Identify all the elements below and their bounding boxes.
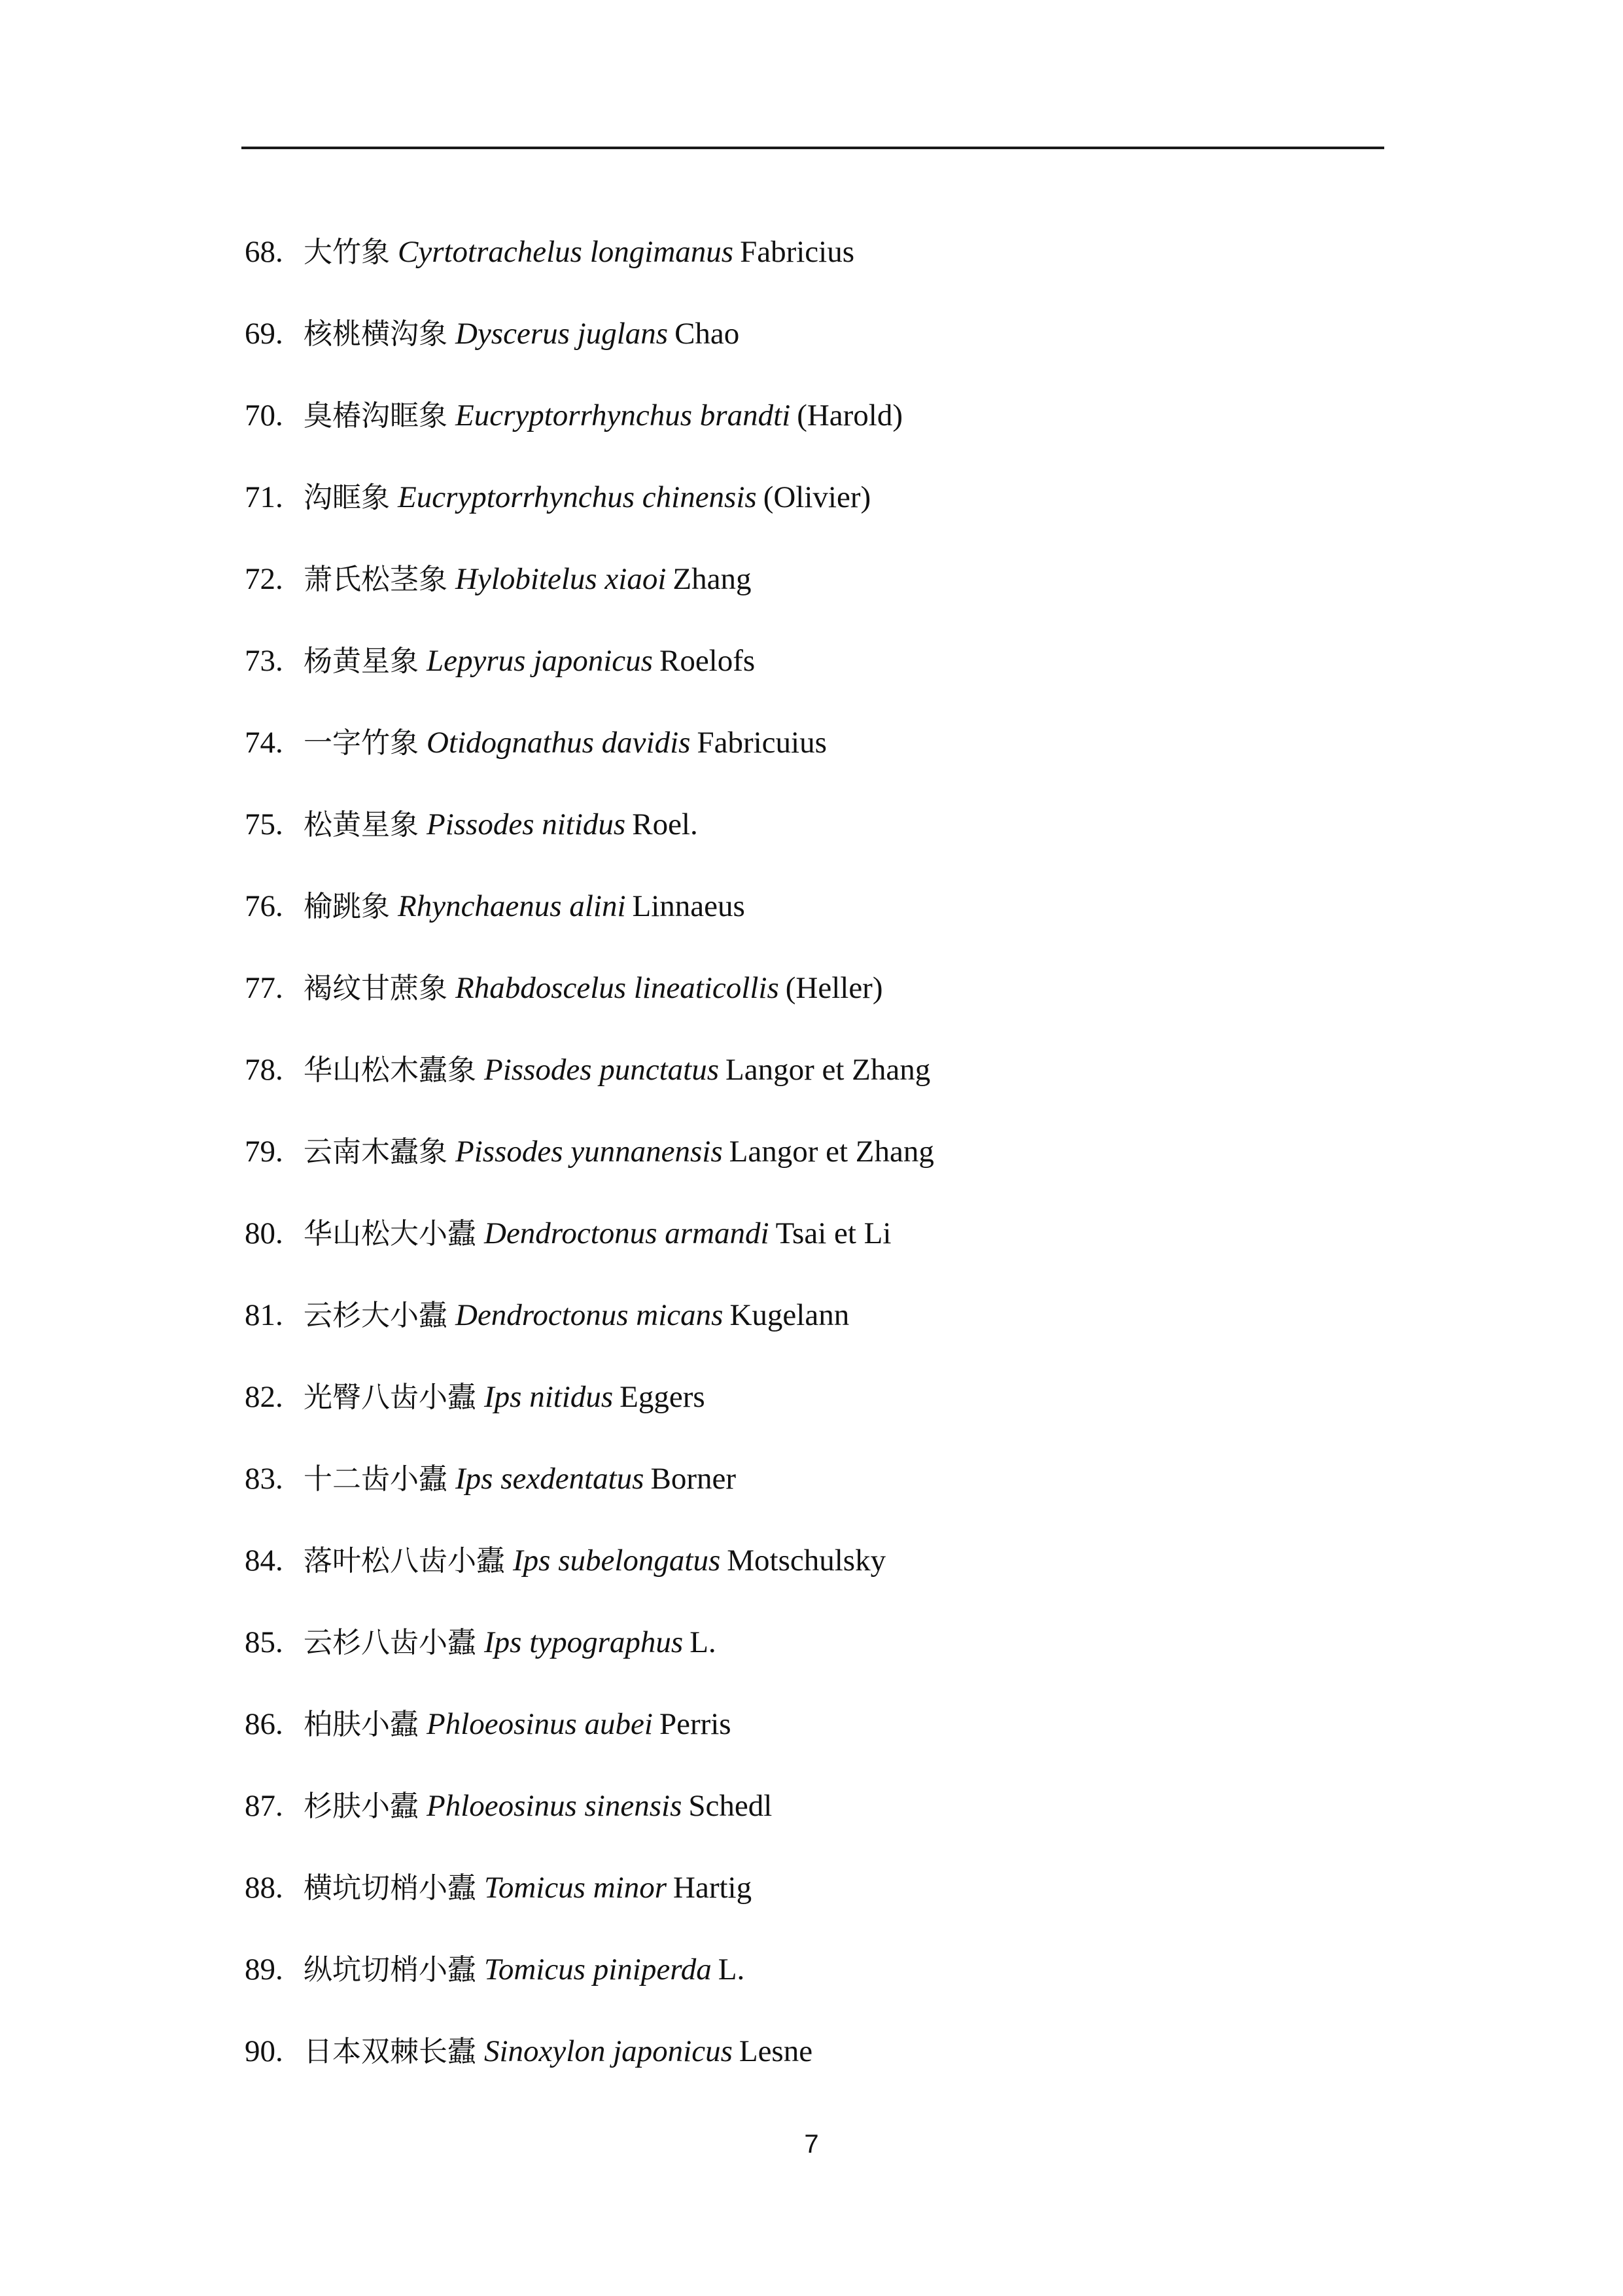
authority: Fabricius [740,235,854,269]
item-number: 81. [245,1298,283,1332]
scientific-name: Ips typographus [484,1625,684,1659]
item-number: 85. [245,1625,283,1659]
species-list [245,226,1383,2107]
authority: Hartig [673,1871,752,1905]
scientific-name: Dyscerus juglans [455,317,669,351]
chinese-name: 华山松大小蠹 [304,1217,476,1250]
authority: Chao [674,317,740,351]
chinese-name: 杉肤小蠹 [304,1790,419,1823]
chinese-name: 横坑切梢小蠹 [304,1871,476,1905]
item-number: 71. [245,480,283,514]
item-number: 77. [245,971,283,1005]
item-number: 88. [245,1871,283,1905]
list-item [245,1943,1383,2025]
scientific-name: Eucryptorrhynchus brandti [455,398,791,433]
chinese-name: 云杉大小蠹 [304,1299,447,1332]
chinese-name: 光臀八齿小蠹 [304,1381,476,1414]
item-number: 70. [245,398,283,433]
scientific-name: Phloeosinus aubei [427,1707,653,1741]
authority: Kugelann [729,1298,850,1332]
scientific-name: Dendroctonus armandi [484,1216,769,1250]
list-item [245,308,1383,389]
list-item [245,1289,1383,1371]
authority: Roel. [632,807,698,841]
page-number: 7 [804,2130,819,2159]
authority: Linnaeus [632,889,745,923]
item-number: 69. [245,317,283,351]
scientific-name: Pissodes punctatus [484,1053,720,1087]
list-item [245,716,1383,798]
chinese-name: 华山松木蠹象 [304,1053,476,1087]
item-number: 78. [245,1053,283,1087]
authority: Langor et Zhang [729,1135,934,1169]
chinese-name: 落叶松八齿小蠹 [304,1544,505,1578]
chinese-name: 沟眶象 [304,481,390,514]
authority: (Olivier) [763,480,871,514]
scientific-name: Tomicus piniperda [484,1952,712,1987]
chinese-name: 核桃横沟象 [304,317,447,351]
scientific-name: Otidognathus davidis [427,726,691,760]
scientific-name: Rhynchaenus alini [398,889,626,923]
authority: Lesne [739,2034,813,2068]
item-number: 74. [245,726,283,760]
authority: Perris [659,1707,731,1741]
list-item [245,1044,1383,1125]
authority: Tsai et Li [775,1216,892,1250]
authority: Roelofs [659,644,756,678]
chinese-name: 一字竹象 [304,726,419,760]
item-number: 76. [245,889,283,923]
item-number: 89. [245,1952,283,1987]
chinese-name: 大竹象 [304,236,390,269]
authority: (Harold) [797,398,903,433]
list-item [245,635,1383,716]
scientific-name: Sinoxylon japonicus [484,2034,733,2068]
list-item [245,1371,1383,1453]
list-item [245,1862,1383,1943]
authority: Zhang [672,562,752,596]
item-number: 73. [245,644,283,678]
authority: Langor et Zhang [725,1053,931,1087]
chinese-name: 十二齿小蠹 [304,1462,447,1496]
scientific-name: Cyrtotrachelus longimanus [398,235,734,269]
item-number: 84. [245,1544,283,1578]
authority: Fabricuius [697,726,827,760]
item-number: 86. [245,1707,283,1741]
chinese-name: 臭椿沟眶象 [304,399,447,433]
item-number: 75. [245,807,283,841]
list-item [245,226,1383,308]
list-item [245,553,1383,635]
authority: L. [689,1625,716,1659]
chinese-name: 萧氏松茎象 [304,563,447,596]
list-item [245,2025,1383,2107]
chinese-name: 杨黄星象 [304,645,419,678]
scientific-name: Lepyrus japonicus [427,644,653,678]
authority: (Heller) [785,971,883,1005]
chinese-name: 柏肤小蠹 [304,1708,419,1741]
authority: Borner [650,1462,736,1496]
scientific-name: Dendroctonus micans [455,1298,724,1332]
list-item [245,1207,1383,1289]
scientific-name: Eucryptorrhynchus chinensis [398,480,757,514]
list-item [245,962,1383,1044]
item-number: 68. [245,235,283,269]
chinese-name: 云南木蠹象 [304,1135,447,1169]
list-item [245,1780,1383,1862]
item-number: 87. [245,1789,283,1823]
list-item [245,1698,1383,1780]
item-number: 72. [245,562,283,596]
chinese-name: 日本双棘长蠹 [304,2035,476,2068]
chinese-name: 云杉八齿小蠹 [304,1626,476,1659]
item-number: 80. [245,1216,283,1250]
scientific-name: Ips sexdentatus [455,1462,644,1496]
authority: Schedl [688,1789,773,1823]
list-item [245,471,1383,553]
authority: Motschulsky [727,1544,886,1578]
list-item [245,1534,1383,1616]
list-item [245,798,1383,880]
authority: L. [718,1952,745,1987]
scientific-name: Pissodes yunnanensis [455,1135,723,1169]
header-rule [241,147,1384,149]
scientific-name: Ips nitidus [484,1380,614,1414]
item-number: 79. [245,1135,283,1169]
scientific-name: Hylobitelus xiaoi [455,562,667,596]
scientific-name: Pissodes nitidus [427,807,626,841]
list-item [245,1125,1383,1207]
item-number: 82. [245,1380,283,1414]
scientific-name: Tomicus minor [484,1871,667,1905]
list-item [245,880,1383,962]
item-number: 90. [245,2034,283,2068]
item-number: 83. [245,1462,283,1496]
authority: Eggers [620,1380,705,1414]
chinese-name: 纵坑切梢小蠹 [304,1953,476,1987]
scientific-name: Phloeosinus sinensis [427,1789,682,1823]
chinese-name: 褐纹甘蔗象 [304,972,447,1005]
scientific-name: Rhabdoscelus lineaticollis [455,971,779,1005]
chinese-name: 松黄星象 [304,808,419,841]
list-item [245,389,1383,471]
list-item [245,1453,1383,1534]
chinese-name: 榆跳象 [304,890,390,923]
list-item [245,1616,1383,1698]
scientific-name: Ips subelongatus [513,1544,721,1578]
